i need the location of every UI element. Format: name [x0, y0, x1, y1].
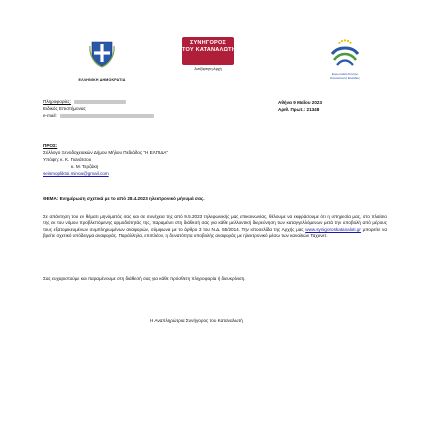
recipient-label: ΠΡΟΣ: — [43, 143, 58, 148]
ecc-mark-icon — [328, 38, 362, 68]
logo-banner — [182, 37, 237, 65]
redacted-email — [60, 114, 154, 118]
letter-date: Αθήνα 9 Μαΐου 2023 — [278, 100, 322, 105]
body-paragraph-1-text: Σε απάντηση του εν θέματι μηνύματός σας και σε συνέχεια της από 9.5.2023 τηλεφωνικής μας επικοινωνίας, θέλουμε να εκφράσουμε ότι η υπηρεσία μας, στο πλαίσιο της εκ του νόμου προβλεπόμενης αρμοδιότητάς της, παραμένει στη διάθεσή σας για κάθε μελλοντική διερεύνηση των καταγγελλόμενων μετά την υποβολή από μέρους τους εξατομικευμένων συμπληρωμένων αναφορών, σύμφωνα με το άρθρο 3 του Ν.Δ. 55/2014. Την ιστοσελίδα της Αρχής μας — [43, 214, 387, 232]
logo-caption-1: Ευρωπαϊκό Κέντρο — [331, 72, 359, 76]
protocol-number: Αριθ. Πρωτ.: 21348 — [278, 107, 320, 112]
recipient-attn: Υπόψη: κ. Κ. Γιανάτσου — [43, 157, 92, 162]
coat-of-arms-icon — [89, 40, 115, 68]
european-consumer-centre-logo — [318, 38, 372, 81]
subject-line: ΘΕΜΑ: Ενημέρωση σχετικά με το από 28.4.2023 ηλεκτρονικό μήνυμά σας. — [43, 196, 205, 201]
recipient-email-link[interactable]: seismopliktoi.minoa@gmail.com — [43, 171, 109, 176]
hellenic-republic-logo — [72, 40, 132, 82]
handler-line: Ειδικός Επιστήμονας — [43, 106, 86, 111]
info-label: Πληροφορίες: — [43, 99, 72, 104]
logo-caption: ΕΛΛΗΝΙΚΗ ΔΗΜΟΚΡΑΤΙΑ — [78, 78, 126, 82]
email-line — [43, 113, 154, 119]
logo-caption-2: Καταναλωτή Ελλάδας — [330, 75, 360, 80]
body-paragraph-1 — [43, 214, 387, 240]
signature-line: Η Αναπληρώτρια Συνήγορος του Καταναλωτή — [150, 318, 243, 323]
website-link[interactable]: www.synigoroskatanaloti.gr — [305, 226, 361, 232]
info-line — [43, 99, 126, 105]
email-label: e-mail: — [43, 113, 57, 118]
logo-line-1: ΣΥΝΗΓΟΡΟΣ — [189, 40, 227, 46]
consumer-ombudsman-logo — [174, 37, 242, 71]
body-paragraph-2 — [43, 276, 387, 282]
logo-line-2: ΤΟΥ ΚΑΤΑΝΑΛΩΤΗ — [182, 47, 237, 53]
body-paragraph-1-rest: μπορείτε να βρείτε σχετικό υπόδειγμα αναφοράς. Παράλληλα, επιπλέον, η δυνατότητα υποβολής αναφοράς με ηλεκτρονικό μέσω των καναλιών Ταχυνετ. — [43, 226, 388, 239]
recipient-org: Σύλλογο Ξενοδοχειακών Δήμου Μήλου Πεδιάδος “Η ΕΛΠΙΔΑ” — [43, 150, 168, 155]
logo-caption: Ανεξάρτητη Αρχή — [194, 67, 222, 71]
redacted-name — [74, 100, 126, 104]
body-paragraph-2-text: Σας ευχαριστούμε και παραμένουμε στη διάθεσή σας για κάθε πρόσθετη πληροφορία ή διευκρίνιση. — [43, 276, 246, 281]
recipient-attn-2: κ. Μ. Τερζάκη — [71, 164, 99, 169]
